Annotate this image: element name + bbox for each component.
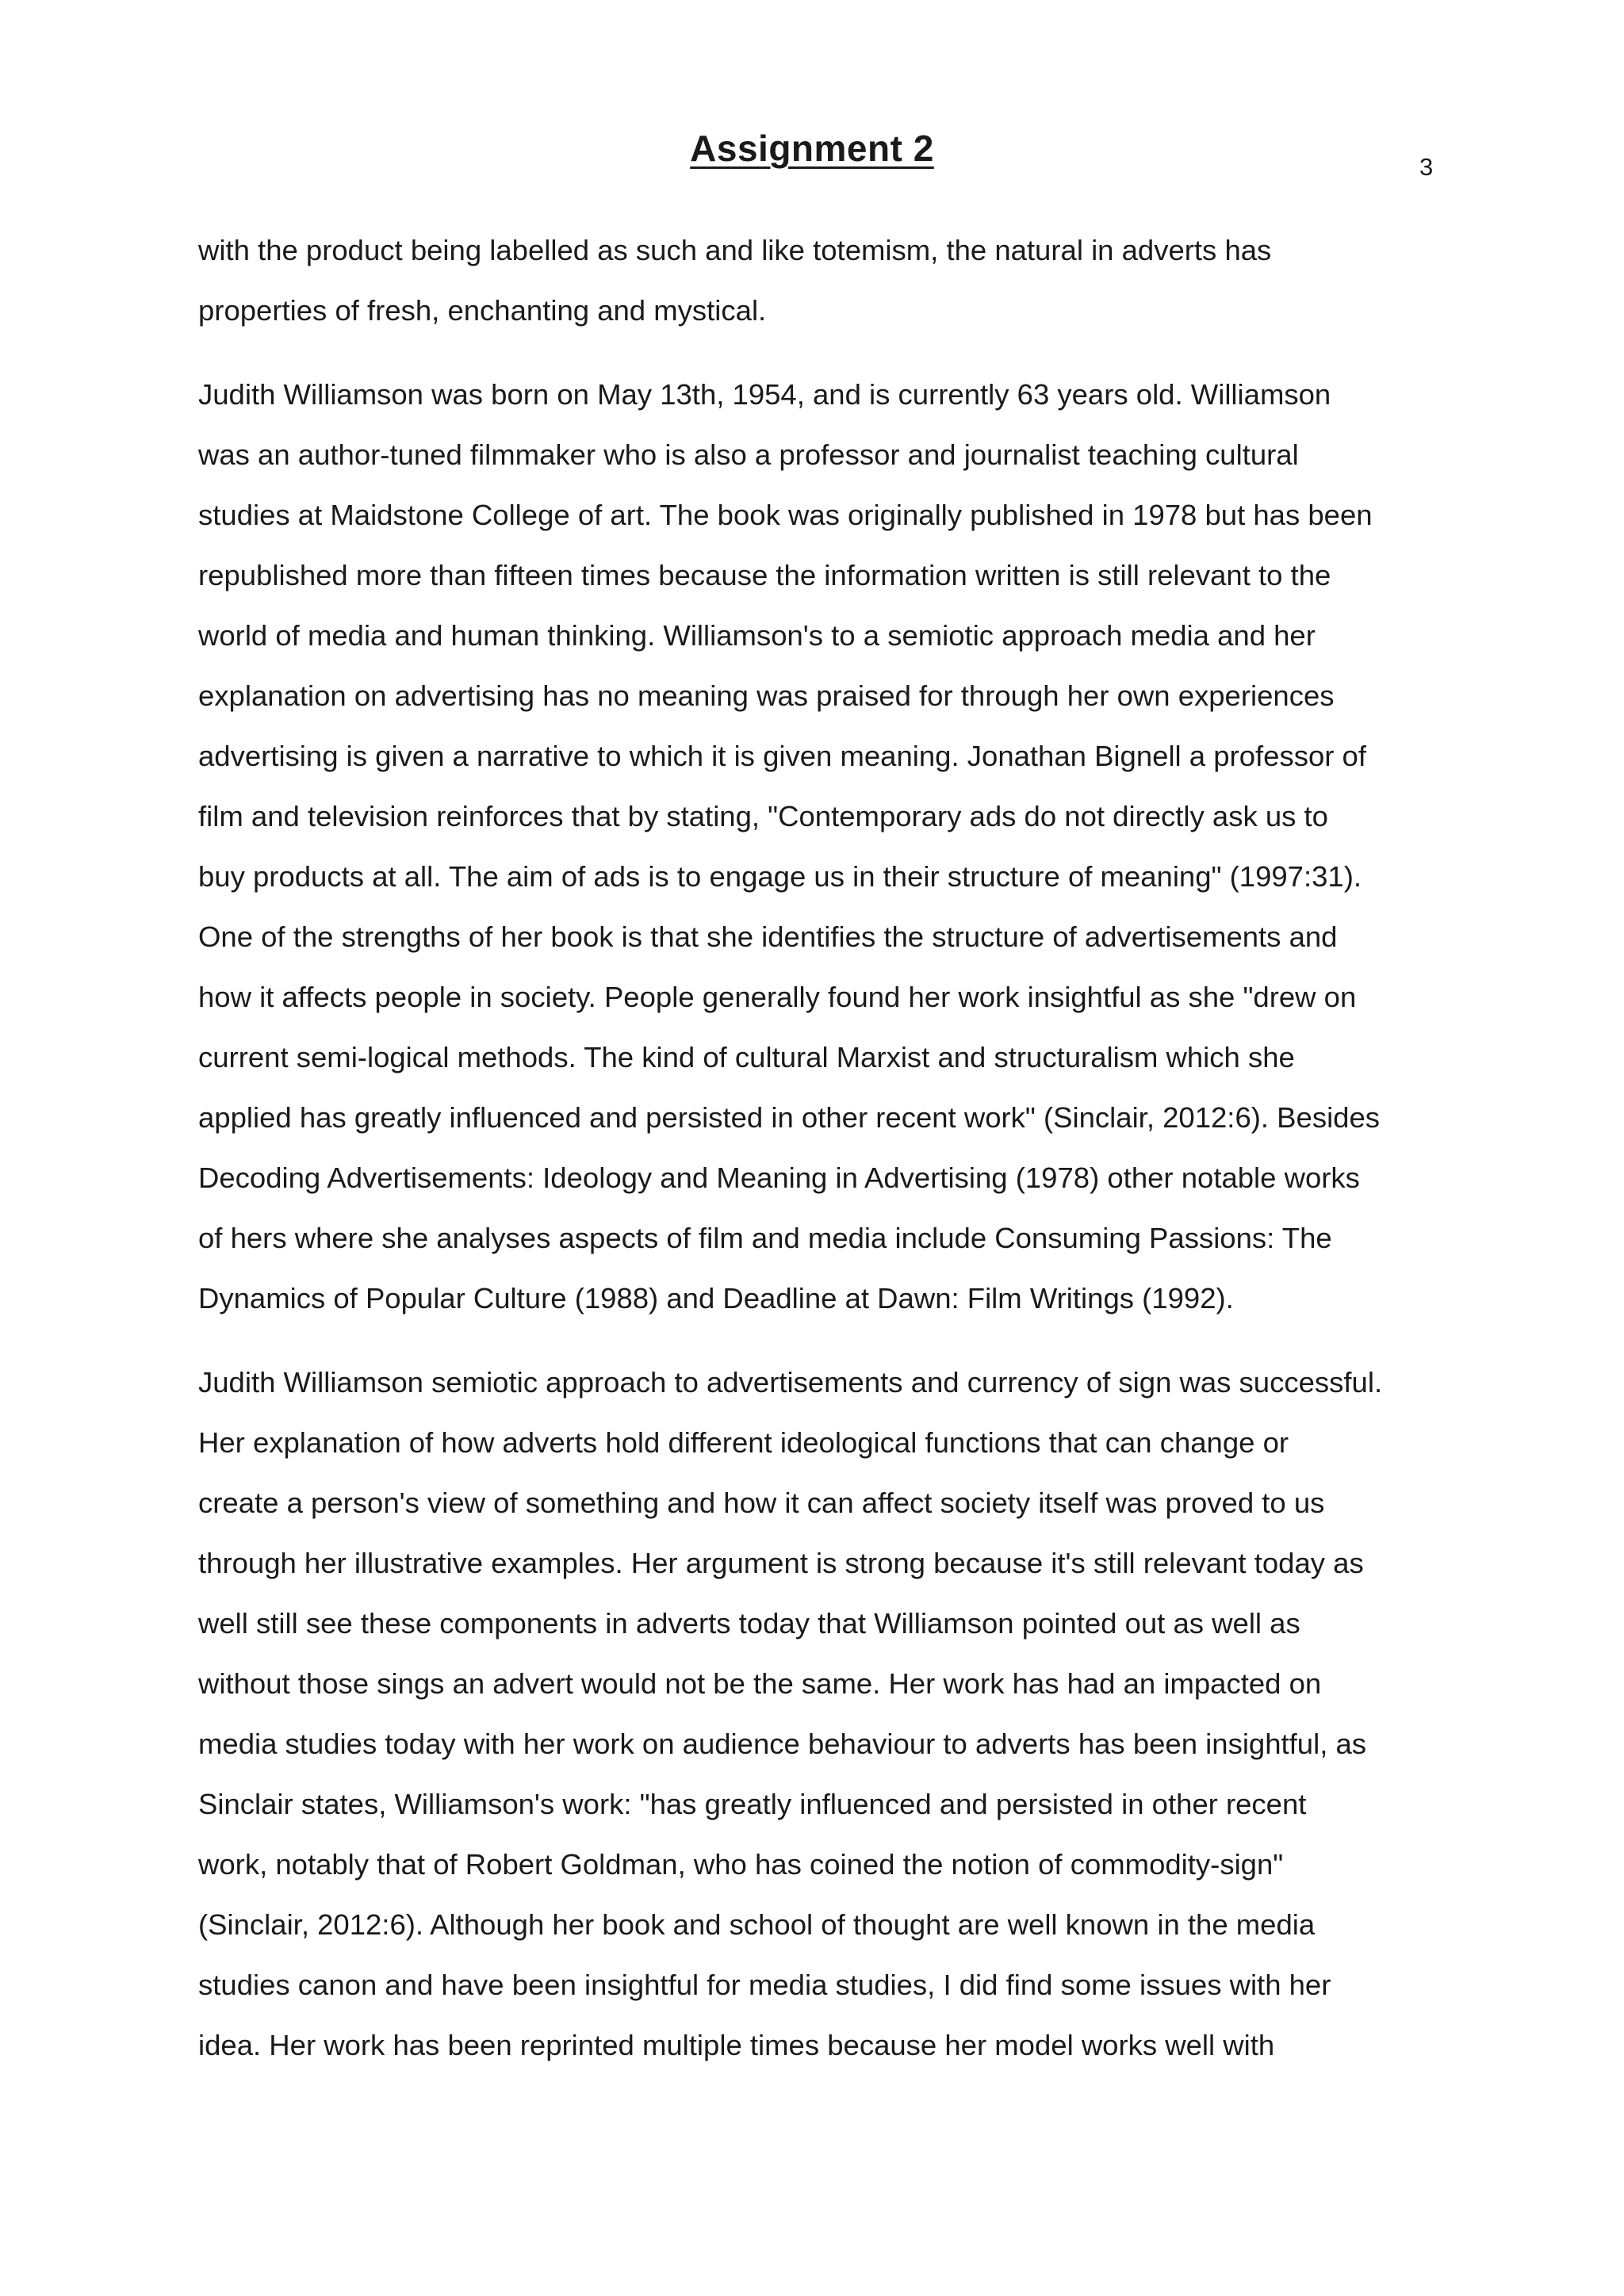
paragraph-2 <box>198 365 1443 1329</box>
paragraph-1 <box>198 220 1443 341</box>
paragraph-3 <box>198 1353 1443 2076</box>
text-line: through her illustrative examples. Her argument is strong because it's still relevant today as <box>198 1547 1364 1579</box>
text-line: world of media and human thinking. Williamson's to a semiotic approach media and her <box>198 619 1316 652</box>
text-line: advertising is given a narrative to which it is given meaning. Jonathan Bignell a professor of <box>198 740 1366 772</box>
text-line: (Sinclair, 2012:6). Although her book and school of thought are well known in the media <box>198 1908 1316 1941</box>
text-line: studies canon and have been insightful for media studies, I did find some issues with her <box>198 1969 1331 2001</box>
text-line: idea. Her work has been reprinted multiple times because her model works well with <box>198 2029 1275 2061</box>
text-line: with the product being labelled as such and like totemism, the natural in adverts has <box>198 234 1272 266</box>
text-line: Sinclair states, Williamson's work: "has greatly influenced and persisted in other recent <box>198 1788 1307 1820</box>
page-number: 3 <box>1419 153 1434 181</box>
text-line: One of the strengths of her book is that she identifies the structure of advertisements and <box>198 920 1338 953</box>
text-line: Judith Williamson was born on May 13th, 1954, and is currently 63 years old. Williamson <box>198 378 1331 411</box>
document-title: Assignment 2 <box>690 127 934 169</box>
text-line: without those sings an advert would not be the same. Her work has had an impacted on <box>198 1667 1322 1700</box>
text-line: Her explanation of how adverts hold different ideological functions that can change or <box>198 1426 1289 1459</box>
text-line: republished more than fifteen times because the information written is still relevant to the <box>198 559 1331 591</box>
text-line: current semi-logical methods. The kind of cultural Marxist and structuralism which she <box>198 1041 1295 1073</box>
text-line: buy products at all. The aim of ads is to engage us in their structure of meaning" (1997:31). <box>198 860 1362 893</box>
text-line: explanation on advertising has no meaning was praised for through her own experiences <box>198 679 1335 712</box>
text-line: properties of fresh, enchanting and mystical. <box>198 294 767 327</box>
text-line: Judith Williamson semiotic approach to advertisements and currency of sign was successful. <box>198 1366 1383 1399</box>
text-line: applied has greatly influenced and persisted in other recent work" (Sinclair, 2012:6). Besides <box>198 1101 1381 1134</box>
text-line: how it affects people in society. People generally found her work insightful as she "drew on <box>198 981 1357 1013</box>
text-line: of hers where she analyses aspects of film and media include Consuming Passions: The <box>198 1222 1332 1254</box>
text-line: was an author-tuned filmmaker who is also a professor and journalist teaching cultural <box>198 438 1299 471</box>
text-line: well still see these components in adverts today that Williamson pointed out as well as <box>198 1607 1300 1640</box>
text-line: media studies today with her work on audience behaviour to adverts has been insightful, as <box>198 1728 1367 1760</box>
document-body <box>198 220 1443 2076</box>
text-line: studies at Maidstone College of art. The book was originally published in 1978 but has been <box>198 499 1373 531</box>
text-line: Decoding Advertisements: Ideology and Meaning in Advertising (1978) other notable works <box>198 1161 1360 1194</box>
text-line: create a person's view of something and how it can affect society itself was proved to us <box>198 1487 1325 1519</box>
text-line: work, notably that of Robert Goldman, who has coined the notion of commodity-sign" <box>198 1848 1284 1881</box>
text-line: film and television reinforces that by stating, "Contemporary ads do not directly ask us to <box>198 800 1328 832</box>
text-line: Dynamics of Popular Culture (1988) and Deadline at Dawn: Film Writings (1992). <box>198 1282 1234 1314</box>
